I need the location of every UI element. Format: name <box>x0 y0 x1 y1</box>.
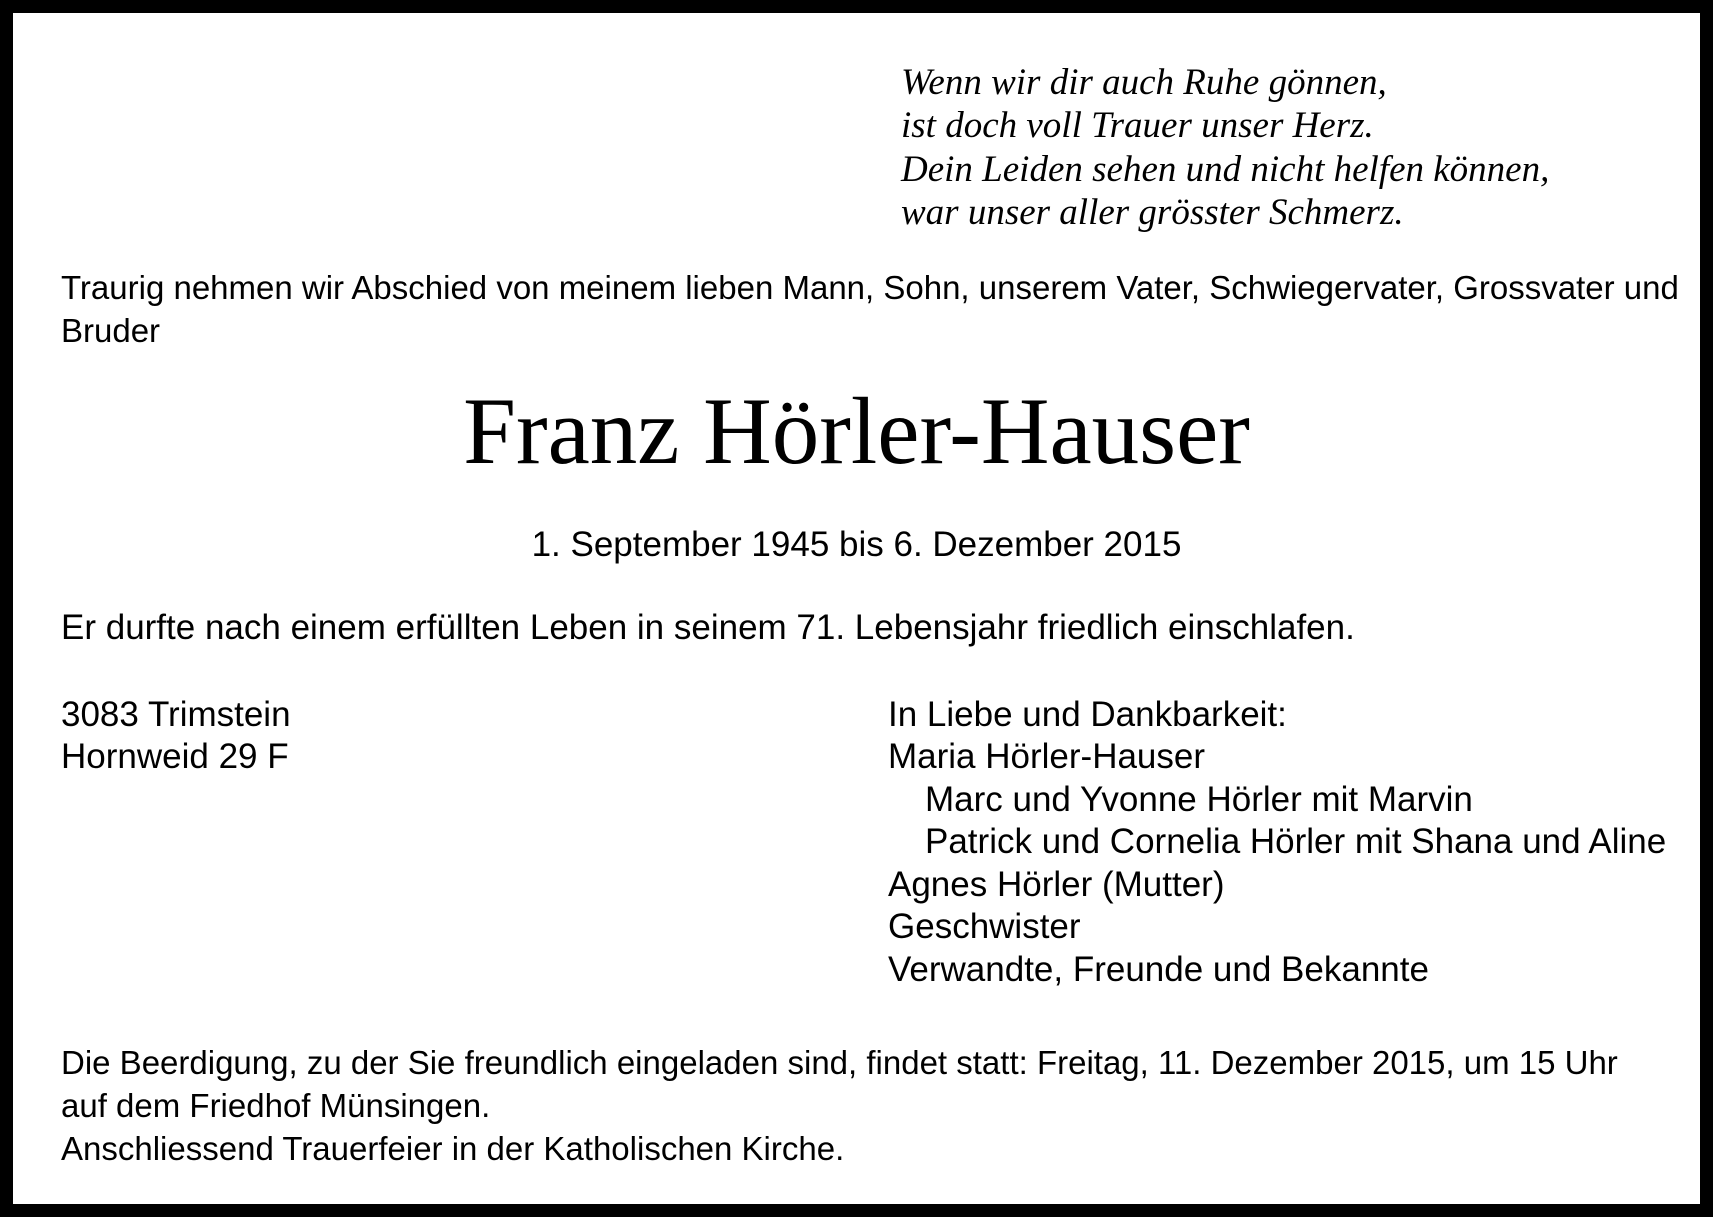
mourner-entry: Geschwister <box>888 907 1081 946</box>
life-dates: 1. September 1945 bis 6. Dezember 2015 <box>531 525 1182 564</box>
mourner-entry: Agnes Hörler (Mutter) <box>888 865 1225 904</box>
funeral-line-3: Anschliessend Trauerfeier in der Katholischen Kirche. <box>61 1130 845 1167</box>
mourners-heading: In Liebe und Dankbarkeit: <box>888 695 1287 734</box>
mourner-entry: Patrick und Cornelia Hörler mit Shana und Aline <box>925 822 1667 861</box>
address-street: Hornweid 29 F <box>61 737 289 776</box>
mourner-entry: Maria Hörler-Hauser <box>888 737 1206 776</box>
poem-line-3: Dein Leiden sehen und nicht helfen können, <box>901 149 1550 190</box>
poem-line-4: war unser aller grösster Schmerz. <box>901 192 1404 233</box>
deceased-name: Franz Hörler-Hauser <box>463 378 1250 484</box>
mourner-entry: Verwandte, Freunde und Bekannte <box>888 950 1429 989</box>
statement: Er durfte nach einem erfüllten Leben in seinem 71. Lebensjahr friedlich einschlafen. <box>61 608 1355 647</box>
mourner-entry: Marc und Yvonne Hörler mit Marvin <box>925 780 1473 819</box>
intro-line-1: Traurig nehmen wir Abschied von meinem lieben Mann, Sohn, unserem Vater, Schwiegervater, Grossvater und <box>61 269 1679 306</box>
address-city: 3083 Trimstein <box>61 695 291 734</box>
intro-line-2: Bruder <box>61 312 161 349</box>
funeral-line-1: Die Beerdigung, zu der Sie freundlich eingeladen sind, findet statt: Freitag, 11. Dezember 2015, um 15 Uhr <box>61 1044 1618 1081</box>
poem-line-2: ist doch voll Trauer unser Herz. <box>901 105 1374 146</box>
funeral-line-2: auf dem Friedhof Münsingen. <box>61 1087 491 1124</box>
poem-line-1: Wenn wir dir auch Ruhe gönnen, <box>901 62 1387 103</box>
